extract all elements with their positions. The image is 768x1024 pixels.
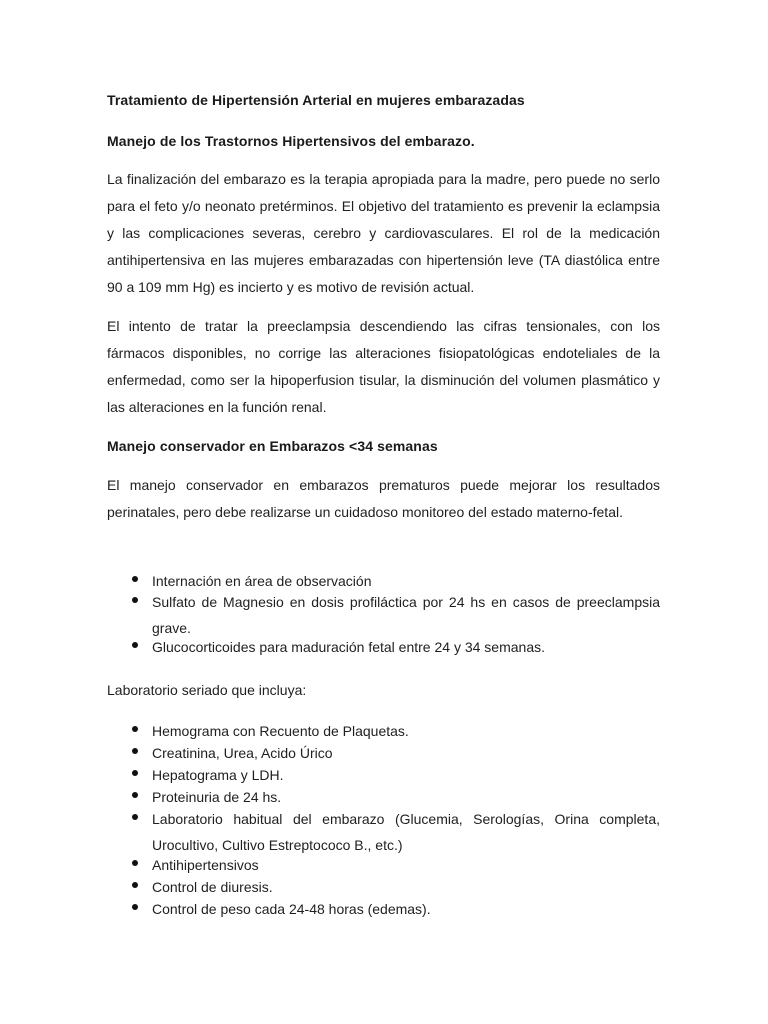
list-item: Hepatograma y LDH.	[107, 764, 660, 786]
bullet-icon	[132, 748, 138, 754]
section-heading-manejo-conservador: Manejo conservador en Embarazos <34 semanas	[107, 438, 438, 454]
list-item: Sulfato de Magnesio en dosis profiláctica por 24 hs en casos de preeclampsia grave.	[107, 589, 660, 641]
bullet-icon	[132, 792, 138, 798]
list-item: Glucocorticoides para maduración fetal entre 24 y 34 semanas.	[107, 636, 660, 658]
paragraph-finalizacion: La finalización del embarazo es la terapia apropiada para la madre, pero puede no serlo para el feto y/o neonato pretérminos. El objetivo del tratamiento es prevenir la eclampsia y las complicaciones severas, cerebro y cardiovasculares. El rol de la medicación antihipertensiva en las mujeres embarazadas con hipertensión leve (TA diastólica entre 90 a 109 mm Hg) es incierto y es motivo de revisión actual.	[107, 171, 660, 295]
paragraph-intento-tratar: El intento de tratar la preeclampsia descendiendo las cifras tensionales, con los fármacos disponibles, no corrige las alteraciones fisiopatológicas endoteliales de la enfermedad, como ser la hipoperfusion tisular, la disminución del volumen plasmático y las alteraciones en la función renal.	[107, 318, 660, 415]
list-item: Control de peso cada 24-48 horas (edemas).	[107, 898, 660, 920]
list-item: Internación en área de observación	[107, 570, 660, 592]
section-heading-manejo-trastornos: Manejo de los Trastornos Hipertensivos del embarazo.	[107, 133, 475, 149]
bullet-icon	[132, 904, 138, 910]
document-title: Tratamiento de Hipertensión Arterial en mujeres embarazadas	[107, 92, 525, 108]
bullet-icon	[132, 597, 138, 603]
bullet-icon	[132, 882, 138, 888]
bullet-icon	[132, 770, 138, 776]
list-item: Proteinuria de 24 hs.	[107, 786, 660, 808]
measures-list	[107, 570, 660, 658]
lab-intro-text: Laboratorio seriado que incluya:	[107, 682, 307, 698]
lab-list	[107, 720, 660, 920]
bullet-icon	[132, 726, 138, 732]
paragraph-manejo-conservador: El manejo conservador en embarazos prematuros puede mejorar los resultados perinatales, pero debe realizarse un cuidadoso monitoreo del estado materno-fetal.	[107, 477, 660, 520]
bullet-icon	[132, 576, 138, 582]
bullet-icon	[132, 642, 138, 648]
list-item: Hemograma con Recuento de Plaquetas.	[107, 720, 660, 742]
list-item: Antihipertensivos	[107, 854, 660, 876]
bullet-icon	[132, 814, 138, 820]
list-item: Laboratorio habitual del embarazo (Glucemia, Serologías, Orina completa, Urocultivo, Cultivo Estreptococo B., etc.)	[107, 806, 660, 858]
list-item: Creatinina, Urea, Acido Úrico	[107, 742, 660, 764]
bullet-icon	[132, 860, 138, 866]
list-item: Control de diuresis.	[107, 876, 660, 898]
